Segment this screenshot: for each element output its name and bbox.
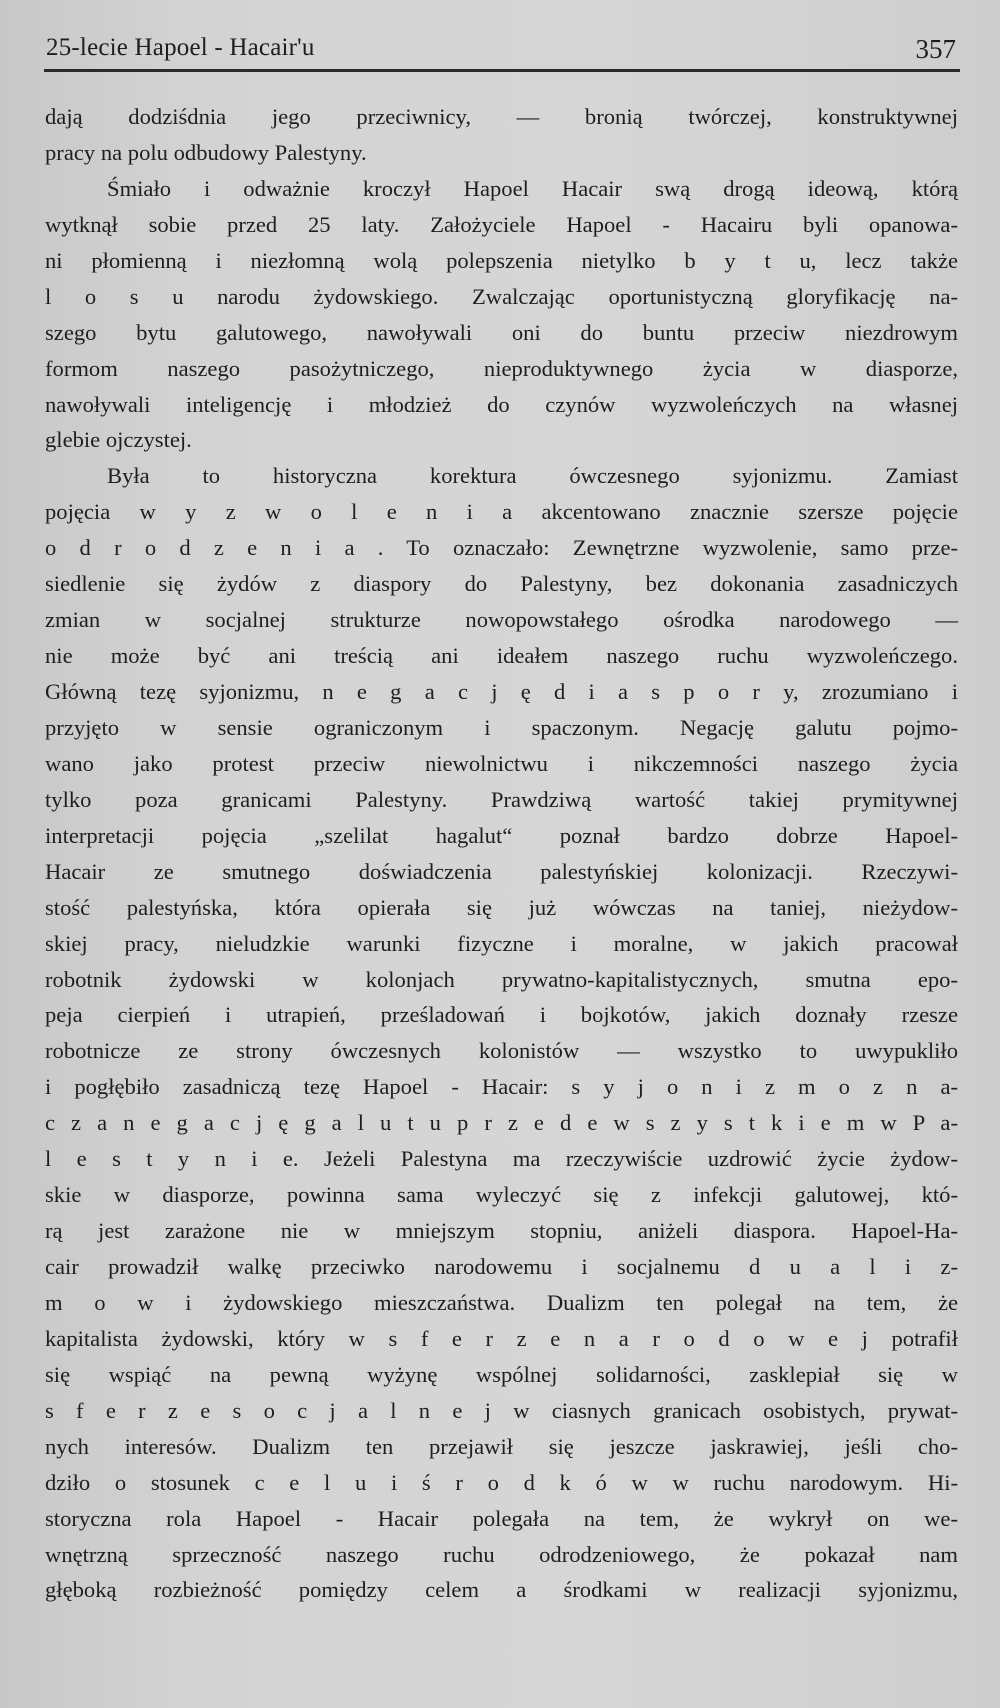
text-line: robotnicze ze strony ówczesnych kolonistów — wszystko to uwypukliło — [45, 1038, 958, 1064]
text-line: nawoływali inteligencję i młodzież do czynów wyzwoleńczych na własnej — [45, 391, 958, 417]
text-line: wnętrzną sprzeczność naszego ruchu odrodzeniowego, że pokazał nam — [45, 1541, 958, 1567]
text-line: tylko poza granicami Palestyny. Prawdziwą wartość takiej prymitywnej — [45, 786, 958, 812]
text-line: kapitalista żydowski, który w s f e r z e n a r o d o w e j potrafił — [45, 1325, 958, 1351]
text-line: s f e r z e s o c j a l n e j w ciasnych granicach osobistych, prywat- — [45, 1397, 958, 1423]
text-line: pojęcia w y z w o l e n i a akcentowano znacznie szersze pojęcie — [45, 499, 958, 525]
text-line: wano jako protest przeciw niewolnictwu i nikczemności naszego życia — [45, 750, 958, 776]
paragraph — [45, 458, 958, 1608]
body-text — [45, 99, 958, 1608]
text-line: l o s u narodu żydowskiego. Zwalczając oportunistyczną gloryfikację na- — [45, 283, 958, 309]
text-line: ni płomienną i niezłomną wolą polepszenia nietylko b y t u, lecz także — [45, 247, 958, 273]
running-header — [46, 30, 958, 70]
paragraph — [45, 99, 958, 171]
text-line: storyczna rola Hapoel - Hacair polegała na tem, że wykrył on we- — [45, 1505, 958, 1531]
text-line: siedlenie się żydów z diaspory do Palestyny, bez dokonania zasadniczych — [45, 571, 958, 597]
text-line: o d r o d z e n i a . To oznaczało: Zewnętrzne wyzwolenie, samo prze- — [45, 535, 958, 561]
text-line: glebie ojczystej. — [45, 427, 192, 453]
text-line: szego bytu galutowego, nawoływali oni do buntu przeciw niezdrowym — [45, 319, 958, 345]
text-line: Hacair ze smutnego doświadczenia palestyńskiej kolonizacji. Rzeczywi- — [45, 858, 958, 884]
text-line: c z a n e g a c j ę g a l u t u p r z e d e w s z y s t k i e m w P a- — [45, 1110, 958, 1136]
text-line: formom naszego pasożytniczego, nieproduktywnego życia w diasporze, — [45, 355, 958, 381]
text-line: głęboką rozbieżność pomiędzy celem a środkami w realizacji syjonizmu, — [45, 1577, 958, 1603]
text-line: Główną tezę syjonizmu, n e g a c j ę d i a s p o r y, zrozumiano i — [45, 679, 958, 704]
text-line: dziło o stosunek c e l u i ś r o d k ó w w ruchu narodowym. Hi- — [45, 1469, 958, 1495]
text-line: nych interesów. Dualizm ten przejawił się jeszcze jaskrawiej, jeśli cho- — [45, 1433, 958, 1459]
text-line: się wspiąć na pewną wyżynę wspólnej solidarności, zasklepiał się w — [45, 1361, 958, 1387]
text-line: peja cierpień i utrapień, prześladowań i bojkotów, jakich doznały rzesze — [45, 1002, 958, 1028]
text-line: cair prowadził walkę przeciwko narodowemu i socjalnemu d u a l i z- — [45, 1254, 958, 1279]
text-line: stość palestyńska, która opierała się już wówczas na taniej, nieżydow- — [45, 894, 958, 920]
text-line: zmian w socjalnej strukturze nowopowstałego ośrodka narodowego — — [45, 607, 958, 633]
page-number: 357 — [915, 34, 956, 64]
text-line: skiej pracy, nieludzkie warunki fizyczne i moralne, w jakich pracował — [45, 930, 958, 956]
text-line: robotnik żydowski w kolonjach prywatno-kapitalistycznych, smutna epo- — [45, 966, 958, 992]
header-rule — [44, 69, 960, 72]
text-line: pracy na polu odbudowy Palestyny. — [45, 139, 367, 165]
text-line: wytknął sobie przed 25 laty. Założyciele Hapoel - Hacairu byli opanowa- — [45, 211, 958, 237]
text-line: i pogłębiło zasadniczą tezę Hapoel - Hacair: s y j o n i z m o z n a- — [45, 1074, 958, 1100]
text-line: rą jest zarażone nie w mniejszym stopniu, aniżeli diaspora. Hapoel-Ha- — [45, 1218, 958, 1244]
text-line: m o w i żydowskiego mieszczaństwa. Dualizm ten polegał na tem, że — [45, 1289, 958, 1315]
text-line: Była to historyczna korektura ówczesnego syjonizmu. Zamiast — [107, 463, 958, 489]
text-line: nie może być ani treścią ani ideałem naszego ruchu wyzwoleńczego. — [45, 643, 958, 669]
text-line: przyjęto w sensie ograniczonym i spaczonym. Negację galutu pojmo- — [45, 714, 958, 740]
running-title: 25-lecie Hapoel - Hacair'u — [46, 34, 315, 61]
text-line: l e s t y n i e. Jeżeli Palestyna ma rzeczywiście uzdrowić życie żydow- — [45, 1146, 958, 1172]
text-line: interpretacji pojęcia „szelilat hagalut“ poznał bardzo dobrze Hapoel- — [45, 822, 958, 848]
text-line: Śmiało i odważnie kroczył Hapoel Hacair swą drogą ideową, którą — [107, 175, 958, 201]
text-line: skie w diasporze, powinna sama wyleczyć się z infekcji galutowej, któ- — [45, 1182, 958, 1208]
text-line: dają dodziśdnia jego przeciwnicy, — bronią twórczej, konstruktywnej — [45, 104, 958, 129]
paragraph — [45, 171, 958, 459]
